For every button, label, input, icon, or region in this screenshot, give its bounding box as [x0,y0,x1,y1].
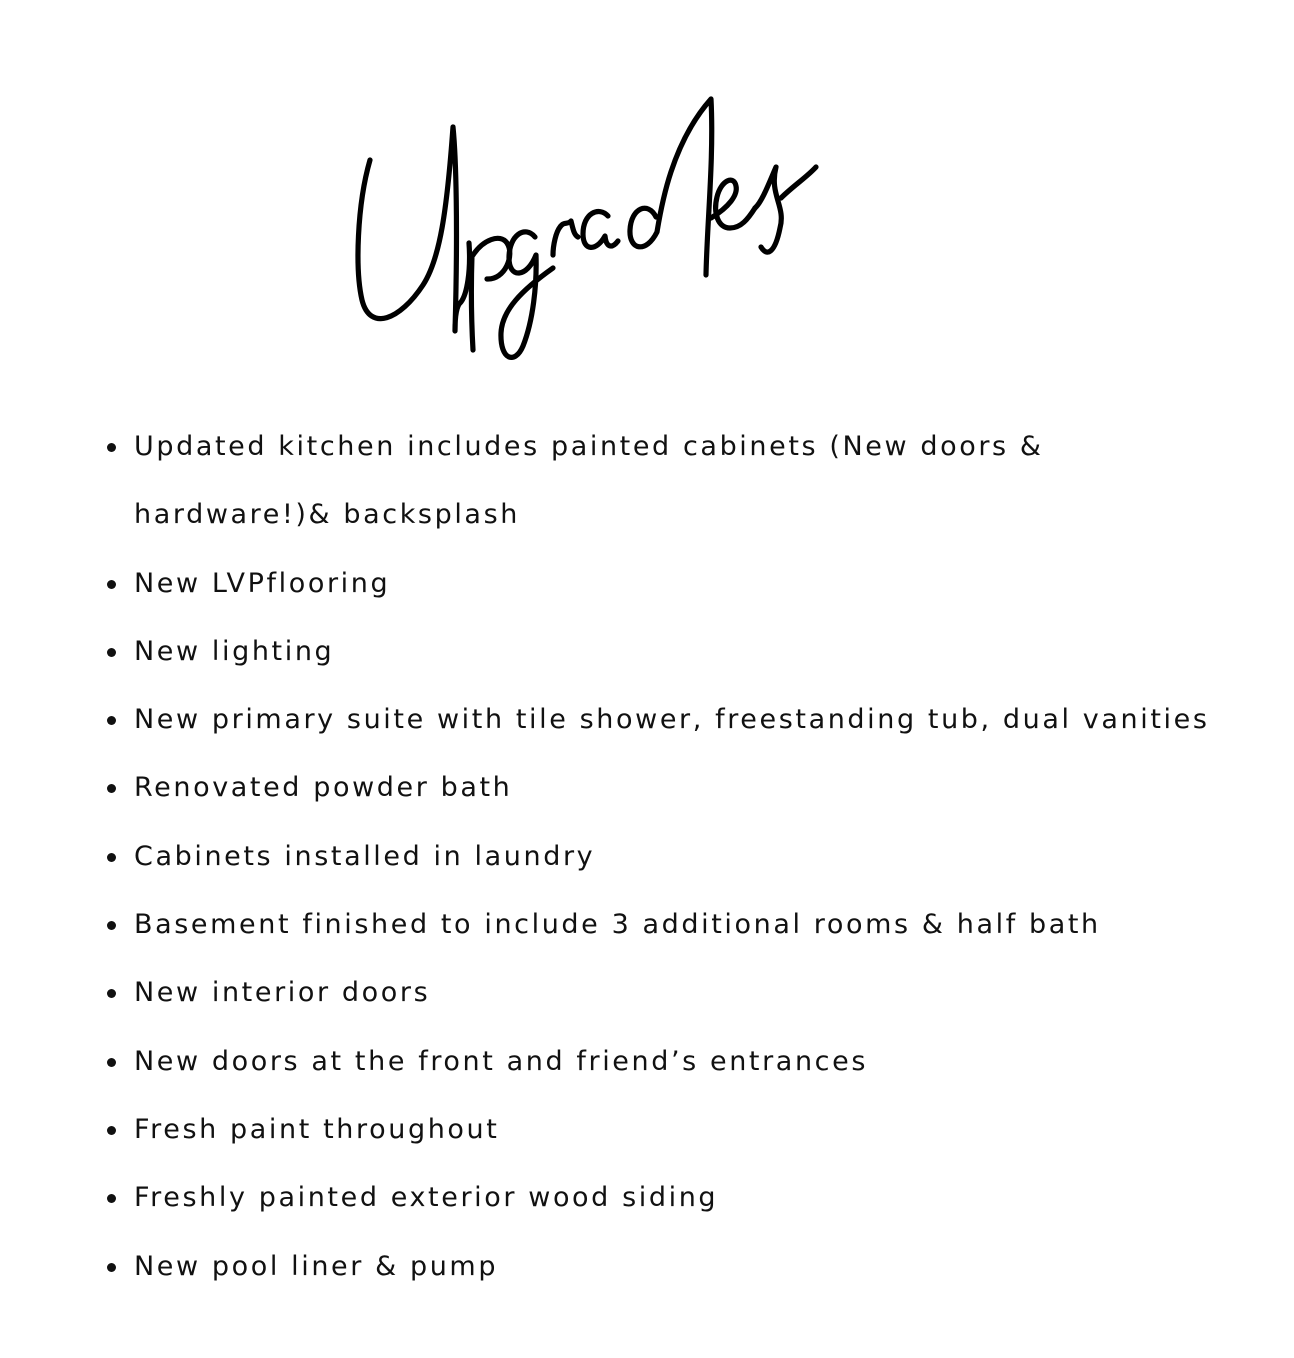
bullet-icon [107,784,116,793]
list-item [0,891,1294,959]
handwritten-title-graphic [355,95,825,370]
list-item-text: Renovated powder bath [134,772,513,804]
list-item [0,686,1294,754]
list-item [0,823,1294,891]
list-item [0,550,1294,618]
list-item [0,1233,1294,1301]
bullet-icon [107,989,116,998]
bullet-icon [107,853,116,862]
list-item [0,1164,1294,1232]
bullet-icon [107,648,116,657]
list-item-text: New lighting [134,635,335,667]
bullet-icon [107,921,116,930]
bullet-icon [107,1194,116,1203]
list-item [0,959,1294,1027]
list-item-text: New pool liner & pump [134,1250,499,1282]
list-item [0,754,1294,822]
bullet-icon [107,1058,116,1067]
list-item-text: New primary suite with tile shower, freestanding tub, dual vanities [134,704,1210,736]
list-item-text: New LVPflooring [134,567,391,599]
upgrades-list [0,413,1294,1301]
list-item [0,413,1294,550]
list-item-text: Freshly painted exterior wood siding [134,1182,719,1214]
list-item-text: New interior doors [134,977,431,1009]
bullet-icon [107,1263,116,1272]
list-item-text: Cabinets installed in laundry [134,840,596,872]
list-item-text: Fresh paint throughout [134,1113,500,1145]
list-item-text: New doors at the front and friend’s entrances [134,1045,868,1077]
bullet-icon [107,580,116,589]
bullet-icon [107,443,116,452]
page-title [355,95,825,370]
list-item [0,1096,1294,1164]
bullet-icon [107,1126,116,1135]
list-item [0,1028,1294,1096]
bullet-icon [107,716,116,725]
list-item [0,618,1294,686]
list-item-text: Updated kitchen includes painted cabinets (New doors & hardware!)& backsplash [134,431,1044,531]
list-item-text: Basement finished to include 3 additional rooms & half bath [134,909,1101,941]
